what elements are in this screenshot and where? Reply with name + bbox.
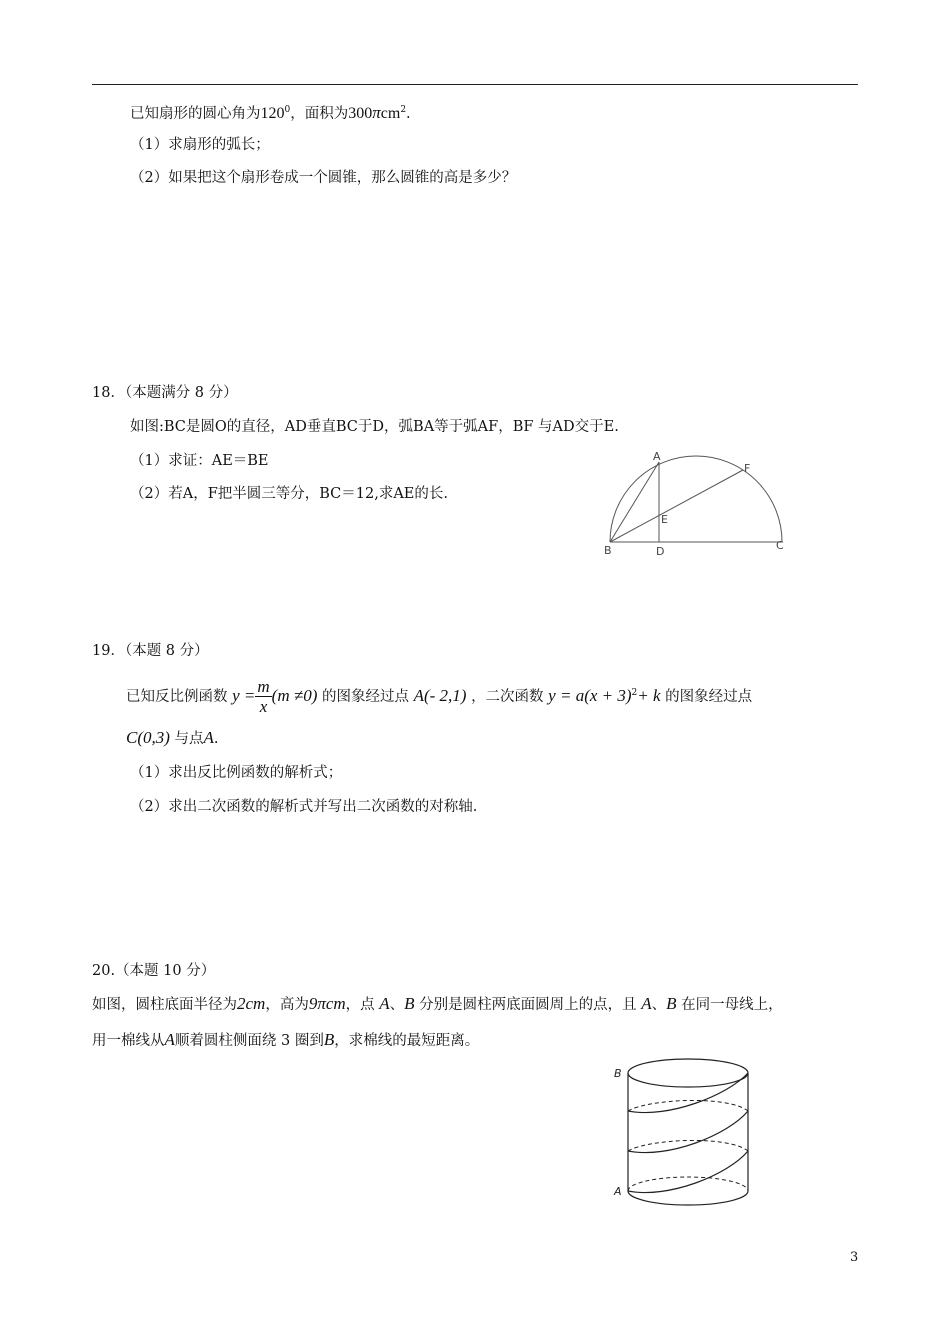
- segment-bf: [610, 470, 743, 542]
- q19-stem-mid3: 与点: [174, 731, 204, 747]
- q17-stem-end: .: [406, 105, 411, 122]
- helix-front-2: [628, 1111, 748, 1153]
- q17-area: 300: [348, 104, 373, 122]
- q20-text-d: 分别是圆柱两底面圆周上的点，且: [419, 997, 637, 1013]
- bottom-ellipse-back: [628, 1177, 748, 1191]
- q20-line1: [92, 994, 783, 1015]
- q17-angle-degree: 0: [284, 105, 291, 115]
- q20-text-f: 用一棉线从: [92, 1033, 165, 1049]
- q19-stem-end1: 的图象经过点: [665, 688, 753, 705]
- q20-text-a: 如图，圆柱底面半径为: [92, 997, 237, 1013]
- q19-func2-tail: + k: [637, 685, 661, 705]
- q17-unit-sup: 2: [400, 105, 407, 115]
- q19-point-a: A(- 2,1): [413, 685, 467, 705]
- q20-point-b: B: [404, 994, 415, 1013]
- q20-point-b-3: B: [323, 1030, 335, 1049]
- header-rule: [92, 84, 858, 85]
- q19-part2: （2）求出二次函数的解析式并写出二次函数的对称轴.: [130, 799, 478, 815]
- q17-part1: （1）求扇形的弧长；: [130, 137, 270, 153]
- q18-part2: （2）若A，F把半圆三等分，BC＝12,求AE的长.: [130, 486, 449, 502]
- q19-point-c: C(0,3): [126, 728, 170, 747]
- q20-line2: [92, 1030, 479, 1051]
- page-number: 3: [850, 1250, 859, 1265]
- q19-func2-sup: 2: [631, 688, 638, 698]
- q17-part2: （2）如果把这个扇形卷成一个圆锥，那么圆锥的高是多少？: [130, 170, 517, 186]
- label-f: F: [744, 462, 751, 475]
- q18-stem: 如图:BC是圆O的直径，AD垂直BC于D，弧BA等于弧AF，BF 与AD交于E.: [130, 419, 619, 435]
- q17-stem-text: 已知扇形的圆心角为: [130, 105, 261, 122]
- q19-stem-mid1: 的图象经过点: [321, 688, 409, 705]
- q20-text-g: 顺着圆柱侧面绕 3 圈到: [174, 1033, 324, 1049]
- label-a: A: [614, 1185, 622, 1198]
- top-ellipse: [628, 1059, 748, 1087]
- q19-stem-end2: .: [213, 731, 219, 747]
- q18-heading: 18．（本题满分 8 分）: [92, 385, 238, 401]
- q20-sep: 、: [389, 997, 405, 1013]
- q20-point-a: A: [379, 994, 390, 1013]
- q17-stem-mid: ，面积为: [290, 105, 349, 122]
- helix-front-1: [628, 1151, 748, 1193]
- q18-semicircle-figure: [590, 448, 800, 560]
- label-c: C: [776, 539, 784, 552]
- q20-point-b-2: B: [666, 994, 677, 1013]
- q20-text-e: 在同一母线上，: [681, 997, 783, 1013]
- q19-stem-line1: [126, 674, 752, 716]
- q20-height: 9πcm: [308, 994, 346, 1013]
- label-b: B: [614, 1067, 622, 1080]
- q19-func1-fraction: [255, 677, 271, 716]
- q19-point-a-short: A: [203, 728, 214, 747]
- q18-part1: （1）求证：AE＝BE: [130, 453, 269, 469]
- q20-text-h: ，求棉线的最短距离。: [334, 1033, 480, 1049]
- label-a: A: [653, 450, 661, 463]
- helix-front-3: [628, 1073, 748, 1113]
- q17-pi: π: [372, 102, 381, 122]
- q20-text-b: ，高为: [265, 997, 309, 1013]
- q19-func1-denominator: x: [259, 697, 268, 717]
- q19-part1: （1）求出反比例函数的解析式；: [130, 765, 343, 781]
- q20-heading: 20.（本题 10 分）: [92, 963, 216, 979]
- q19-heading: 19．（本题 8 分）: [92, 643, 209, 659]
- label-b: B: [604, 544, 612, 557]
- q19-stem-line2: [126, 728, 219, 749]
- q17-unit: cm: [380, 104, 401, 122]
- q19-stem-text: 已知反比例函数: [126, 688, 228, 705]
- segment-ab: [610, 462, 659, 542]
- q20-point-a-3: A: [164, 1030, 175, 1049]
- q19-func1-condition: (m ≠0): [271, 685, 318, 705]
- label-d: D: [656, 545, 665, 558]
- label-e: E: [661, 513, 668, 526]
- q17-stem: [130, 100, 411, 124]
- q20-cylinder-figure: [608, 1055, 768, 1215]
- q19-func2: y = a(x + 3): [548, 685, 632, 705]
- q20-point-a-2: A: [641, 994, 652, 1013]
- q19-stem-mid2: ，二次函数: [471, 688, 544, 705]
- q20-sep-2: 、: [651, 997, 667, 1013]
- q17-angle: 120: [260, 104, 285, 122]
- q19-func1-numerator: m: [257, 677, 270, 697]
- q20-text-c: ，点: [345, 997, 375, 1013]
- q20-radius: 2cm: [237, 994, 266, 1013]
- q19-func1-lhs: y =: [232, 685, 256, 705]
